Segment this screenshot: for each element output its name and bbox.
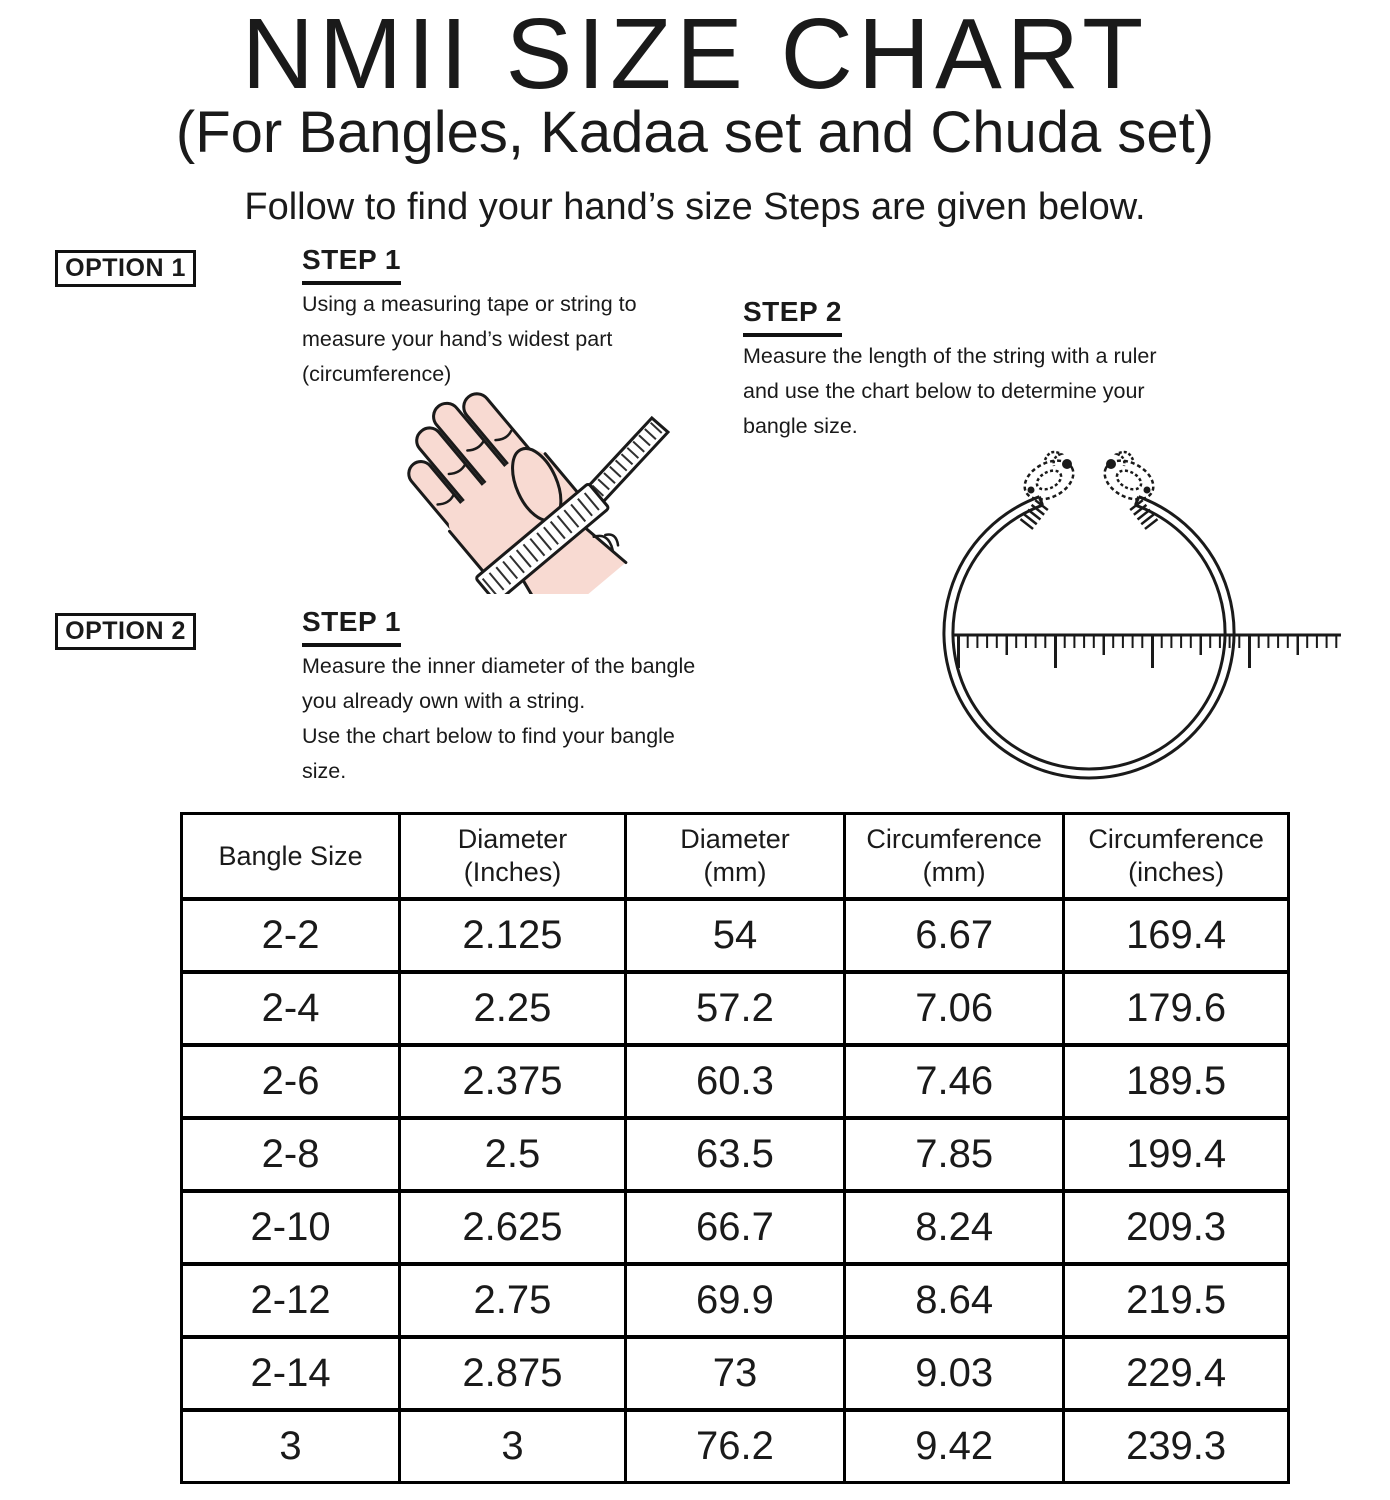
page-subtitle: (For Bangles, Kadaa set and Chuda set) bbox=[175, 100, 1215, 165]
table-row: 2-14 2.875 73 9.03 229.4 bbox=[182, 1337, 1289, 1410]
table-row: 2-10 2.625 66.7 8.24 209.3 bbox=[182, 1191, 1289, 1264]
size-table-container bbox=[180, 812, 1290, 1484]
table-header-row bbox=[182, 814, 1289, 900]
option1-step1-text: Using a measuring tape or string to measure your hand’s widest part (circumference) bbox=[302, 292, 637, 386]
page-tagline: Follow to find your hand’s size Steps are given below. bbox=[244, 186, 1146, 228]
option-2-label: OPTION 2 bbox=[65, 617, 186, 645]
table-row: 2-4 2.25 57.2 7.06 179.6 bbox=[182, 972, 1289, 1045]
option-2-label-box bbox=[55, 613, 196, 650]
col-header-diameter-mm: Diameter (mm) bbox=[625, 814, 844, 900]
option1-step1-heading: STEP 1 bbox=[302, 244, 401, 285]
table-row: 2-2 2.125 54 6.67 169.4 bbox=[182, 899, 1289, 972]
option1-step2-text: Measure the length of the string with a ruler and use the chart below to determine your bangle size. bbox=[743, 344, 1157, 438]
bangle-ruler-illustration bbox=[898, 428, 1390, 790]
option2-step1-text: Measure the inner diameter of the bangle you already own with a string. Use the chart below to find your bangle size. bbox=[302, 654, 696, 783]
page-title: NMII SIZE CHART bbox=[241, 0, 1149, 110]
table-row: 3 3 76.2 9.42 239.3 bbox=[182, 1410, 1289, 1483]
table-row: 2-12 2.75 69.9 8.64 219.5 bbox=[182, 1264, 1289, 1337]
option2-step1-heading: STEP 1 bbox=[302, 606, 401, 647]
option1-step2-heading: STEP 2 bbox=[743, 296, 842, 337]
col-header-circumference-mm: Circumference (mm) bbox=[845, 814, 1064, 900]
option-1-label: OPTION 1 bbox=[65, 254, 186, 282]
table-row: 2-8 2.5 63.5 7.85 199.4 bbox=[182, 1118, 1289, 1191]
table-row: 2-6 2.375 60.3 7.46 189.5 bbox=[182, 1045, 1289, 1118]
bangle-size-table bbox=[180, 812, 1290, 1484]
col-header-circumference-inches: Circumference (inches) bbox=[1064, 814, 1289, 900]
col-header-diameter-inches: Diameter (Inches) bbox=[400, 814, 626, 900]
option-1-label-box bbox=[55, 250, 196, 287]
hand-measuring-tape-illustration bbox=[332, 356, 670, 594]
col-header-bangle-size: Bangle Size bbox=[182, 814, 400, 900]
